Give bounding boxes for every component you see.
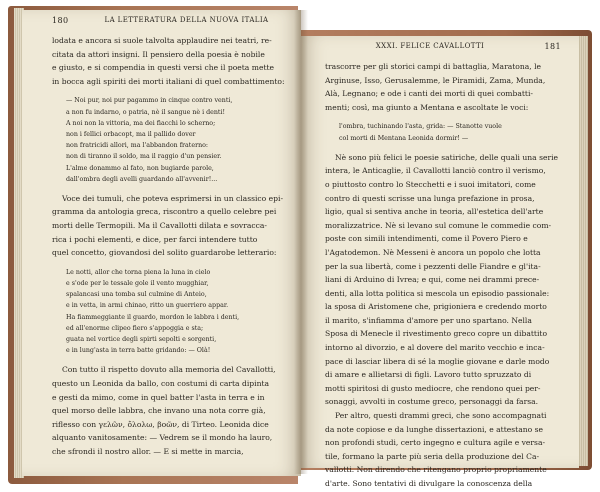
verse-line: a non fu indarno, o patria, nè il sangue nè i denti!	[66, 108, 226, 116]
text-line: il marito, s'infiamma d'amore per uno spartano. Nella	[325, 315, 532, 325]
paragraph	[325, 409, 561, 491]
text-line: l'Agatodemon. Nè Messeni è ancora un popolo che lotta	[325, 247, 541, 257]
text-line: gramma da antologia greca, riscontro a quello celebre pei	[52, 207, 277, 217]
verse-line: e s'ode per le tessale gole il vento mugghiar,	[66, 280, 209, 288]
text-line: quel morso delle labbra, che invano una nota corre già,	[52, 406, 266, 416]
text-line: pace di lasciar libera di sé la moglie giovane e darle modo	[325, 356, 550, 366]
text-line: Alà, Legnano; e ode i canti dei morti di quei combatti-	[325, 89, 533, 99]
verse-line: e in vetta, in armi chinao, ritto un guerriero appar.	[66, 302, 229, 310]
verse-quote	[325, 121, 561, 143]
verse-line: L'alme donammo al fato, non bugiarde parole,	[66, 164, 214, 172]
text-line: rica i pochi elementi, e dice, per farci intendere tutto	[52, 234, 258, 244]
verse-line: l'ombra, tuchinando l'asta, grida: — Stanotte vuole	[339, 123, 502, 131]
text-line: denti, alla lotta politica si mescola un episodio passionale:	[325, 288, 550, 298]
page-number: 180	[52, 16, 69, 25]
verse-line: — Noi pur, noi pur pagammo in cinque contro venti,	[66, 97, 233, 105]
verse-line: guata nel vortice degli spirti sepolti e sorgenti,	[66, 335, 217, 343]
text-line: d'arte. Sono tentativi di divulgare la conoscenza della	[325, 479, 533, 488]
running-head: LA LETTERATURA DELLA NUOVA ITALIA	[104, 16, 269, 24]
paragraph	[52, 34, 292, 88]
text-line: di amare e allietarsi di figli. Lavoro tutto spruzzato di	[325, 370, 532, 380]
page-number: 181	[544, 42, 561, 51]
verse-line: spalancasi una tomba sul culmine di Anteio,	[66, 291, 207, 299]
text-line: motti spiritosi di gusto mediocre, che rendono quei per-	[325, 383, 541, 393]
text-line: sonaggi, avvolti in costume greco, personaggi da farsa.	[325, 397, 539, 407]
text-line: per la sua libertà, come i pezzenti delle Fiandre e gl'ita-	[325, 261, 541, 271]
text-line: Sposa di Menecle il rivestimento greco copre un dibattito	[325, 329, 548, 339]
text-line: che sfrondi il nostro allor. — E si mette in marcia,	[52, 446, 244, 456]
text-line: Arginuse, Isso, Gerusalemme, le Piramidi, Zama, Munda,	[325, 75, 546, 85]
right-page	[301, 36, 579, 488]
verse-line: non i fellici orbacopt, ma il pallido dover	[66, 130, 196, 138]
text-line: alquanto vanitosamente: — Vedrem se il mondo ha lauro,	[52, 433, 273, 443]
text-line: quel concetto, giovandosi del solito guardarobe letterario:	[52, 248, 277, 258]
paragraph	[52, 363, 292, 458]
text-line: ligio, qual si sentiva anche in teoria, all'estetica dell'arte	[325, 207, 544, 217]
verse-quote	[52, 95, 292, 185]
verse-line: e in lung'asta in terra batte gridando: — Olà!	[66, 347, 211, 355]
text-line: non profondi studi, certo ingegno e cultura agile e versa-	[325, 438, 546, 448]
left-page-header	[22, 16, 301, 28]
verse-line: non di tiranno il soldo, ma il raggio d'un pensier.	[66, 153, 222, 161]
text-line: poste con simili intendimenti, come il Povero Piero e	[325, 234, 528, 244]
text-line: moralizzatrice. Nè si levano sul comune le commedie com-	[325, 220, 552, 230]
verse-line: A noi non la vittoria, ma dei fiacchi lo scherno;	[66, 119, 216, 127]
verse-quote	[52, 267, 292, 357]
book-gutter	[294, 10, 308, 474]
verse-line: dall'ombra degli avelli guardando all'avvenir!...	[66, 175, 218, 183]
text-line: tile, formano la parte più seria della produzione del Ca-	[325, 451, 540, 461]
verse-line: col morti di Mentana Leonida dormir! —	[339, 134, 469, 142]
text-line: trascorre per gli storici campi di battaglia, Maratona, le	[325, 62, 542, 71]
text-line: o piuttosto contro lo Stecchetti e i suoi imitatori, come	[325, 179, 536, 189]
text-line: lodata e ancora si suole talvolta applaudire nei teatri, re-	[52, 36, 272, 45]
left-page-body	[52, 34, 292, 459]
text-line: Con tutto il rispetto dovuto alla memoria del Cavallotti,	[62, 365, 276, 375]
paragraph	[325, 151, 561, 409]
text-line: menti; così, ma giunto a Mentana e ascoltate le voci:	[325, 102, 529, 112]
text-line: in bocca agli spiriti dei morti italiani di quel combattimento:	[52, 76, 285, 86]
text-line: intera, le Anticaglie, il Cavallotti lanciò contro il verismo,	[325, 166, 546, 176]
running-head: XXXI. FELICE CAVALLOTTI	[375, 42, 485, 50]
paragraph	[52, 192, 292, 260]
text-line: riflesso con γελῶν, ὄλολω, βοῶν, di Tirteo. Leonida dice	[52, 419, 269, 429]
verse-line: non fratricidi allori, ma l'abbandon fraterno:	[66, 142, 209, 150]
right-page-header	[301, 42, 579, 54]
page-edges-right	[578, 36, 588, 466]
text-line: Per altro, questi drammi greci, che sono accompagnati	[335, 411, 547, 421]
right-page-body	[325, 60, 561, 491]
text-line: Voce dei tumuli, che poteva esprimersi in un classico epi-	[62, 193, 284, 203]
text-line: citata da attori insigni. Il pensiero della poesia è nobile	[52, 49, 265, 59]
text-line: intorno al divorzio, e al dovere del marito vecchio e inca-	[325, 343, 545, 353]
text-line: liani di Arduino di Ivrea; e qui, come nei drammi prece-	[325, 275, 540, 285]
text-line: e giusto, e si compendia in questi versi che il poeta mette	[52, 63, 275, 73]
text-line: morti delle Termopili. Ma il Cavallotti dilata e sovracca-	[52, 221, 267, 231]
verse-line: ed all'enorme clipeo fiero s'appoggia e sta;	[66, 324, 204, 332]
paragraph	[325, 60, 561, 114]
text-line: e gesti da mimo, come in quel batter l'asta in terra e in	[52, 392, 265, 402]
text-line: questo un Leonida da ballo, con costumi di carta dipinta	[52, 378, 270, 388]
text-line: Nè sono più felici le poesie satiriche, delle quali una serie	[335, 152, 559, 162]
text-line: da note copiose e da lunghe dissertazioni, e attestano se	[325, 424, 544, 434]
left-page	[22, 10, 301, 476]
verse-line: Le notti, allor che torna piena la luna in cielo	[66, 268, 211, 276]
text-line: contro di questi scrisse una lunga prefazione in prosa,	[325, 193, 535, 203]
verse-line: Ha fiammeggiante il guardo, mordon le labbra i denti,	[66, 313, 240, 321]
text-line: la sposa di Aristomene che, prigioniera e credendo morto	[325, 302, 547, 312]
text-line: vallotti. Non direndo che ritengano proprio propriamente	[325, 465, 547, 475]
